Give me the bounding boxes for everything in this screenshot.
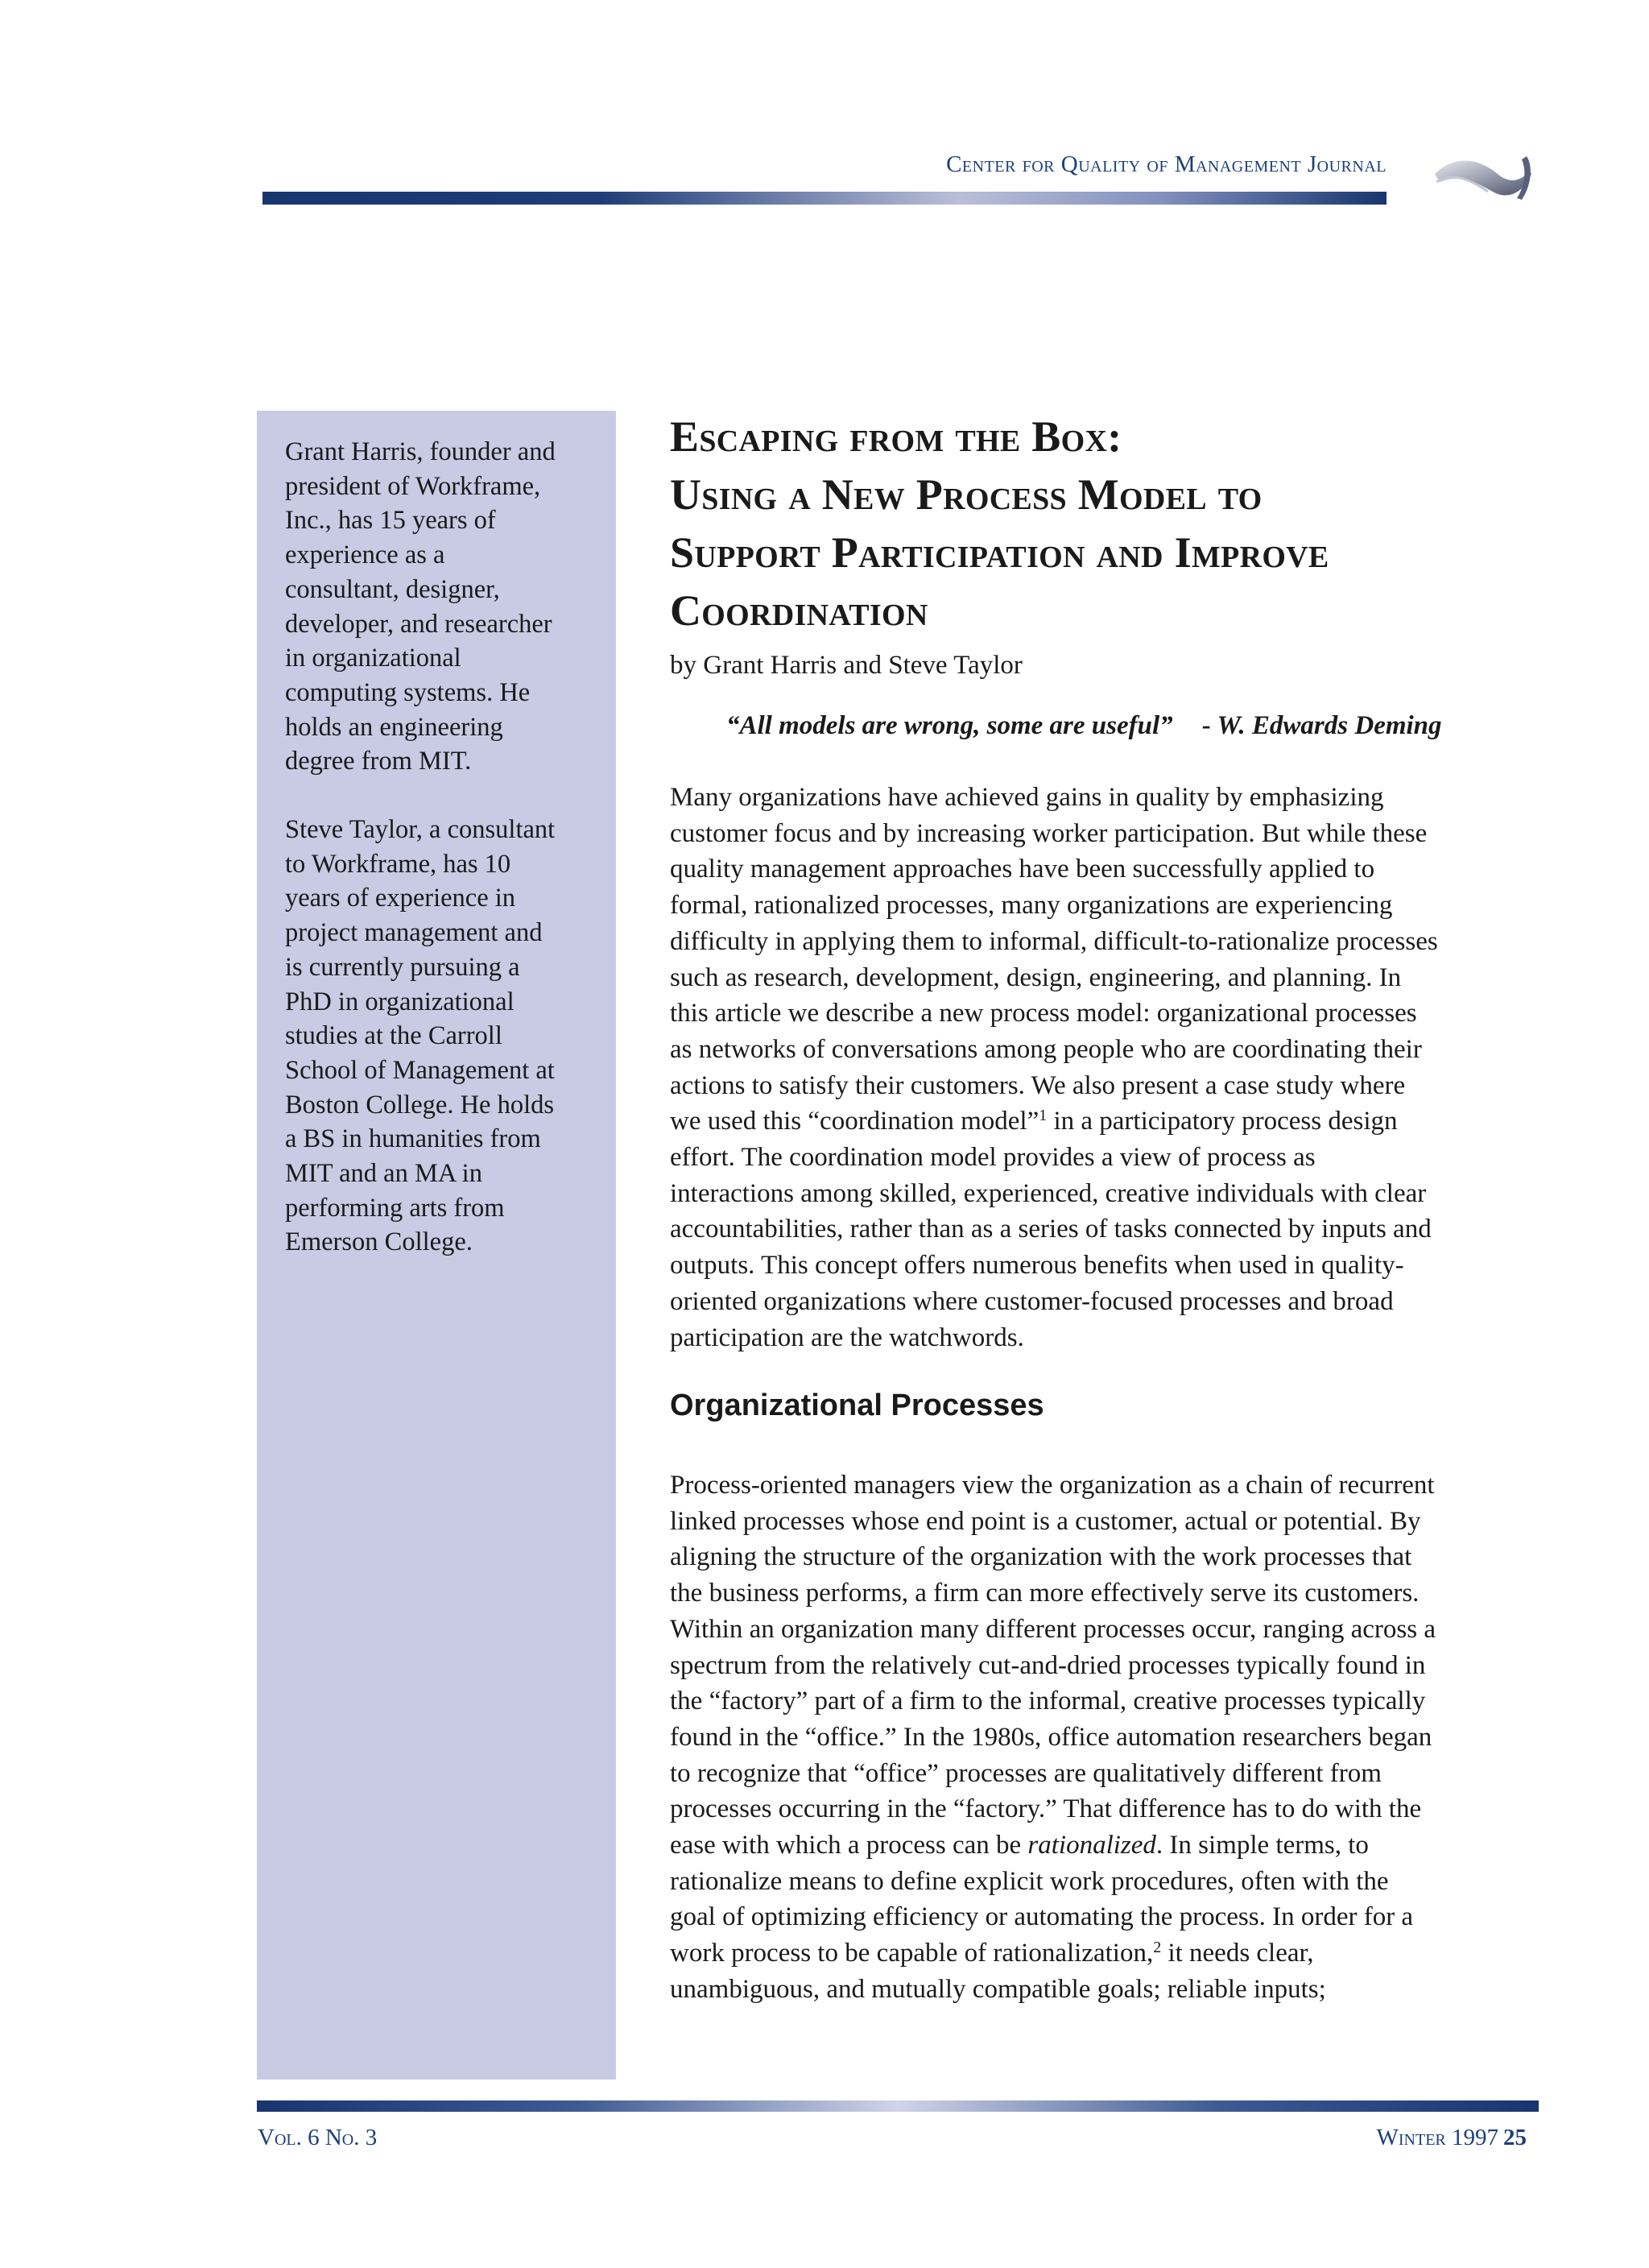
text-line: interactions among skilled, experienced, creative individuals with clear (670, 1178, 1427, 1208)
text-line: formal, rationalized processes, many organizations are experiencing (670, 891, 1393, 921)
text-line: linked processes whose end point is a customer, actual or potential. By (670, 1506, 1421, 1536)
journal-name: Center for Quality of Management Journal (946, 151, 1387, 177)
text-line: actions to satisfy their customers. We also present a case study where (670, 1070, 1406, 1100)
text-line: Coordination (670, 586, 928, 635)
page-number: 25 (1503, 2125, 1527, 2150)
text-line: Emerson College. (285, 1227, 473, 1257)
text-line: developer, and researcher (285, 609, 552, 639)
text-line: such as research, development, design, engineering, and planning. In (670, 962, 1402, 992)
text-line: in organizational (285, 644, 461, 673)
section-heading: Organizational Processes (670, 1389, 1044, 1422)
text-line: Steve Taylor, a consultant (285, 815, 556, 845)
text-line: years of experience in (285, 884, 516, 913)
text-line: outputs. This concept offers numerous benefits when used in quality- (670, 1251, 1404, 1281)
body-text (670, 1467, 1568, 2008)
footer-rule (257, 2100, 1539, 2112)
text-line: quality management approaches have been successfully applied to (670, 855, 1375, 884)
epigraph-attribution: - W. Edwards Deming (1201, 711, 1442, 740)
text-line: consultant, designer, (285, 574, 500, 604)
text-line: degree from MIT. (285, 747, 472, 776)
text-line: rationalize means to define explicit work procedures, often with the (670, 1866, 1389, 1896)
text-line: Using a New Process Model to (670, 470, 1263, 519)
text-line: Many organizations have achieved gains in quality by emphasizing (670, 783, 1384, 812)
text-line: Process-oriented managers view the organization as a chain of recurrent (670, 1471, 1435, 1500)
text-line: found in the “office.” In the 1980s, office automation researchers began (670, 1722, 1432, 1752)
text-line: performing arts from (285, 1193, 505, 1223)
epigraph-quote: “All models are wrong, some are useful” (726, 711, 1173, 740)
text-line: processes occurring in the “factory.” That difference has to do with the (670, 1794, 1422, 1824)
byline: by Grant Harris and Steve Taylor (670, 651, 1023, 680)
text-line: as networks of conversations among people who are coordinating their (670, 1034, 1422, 1064)
text-line: to recognize that “office” processes are qualitatively different from (670, 1758, 1382, 1788)
text-line: the business performs, a firm can more effectively serve its customers. (670, 1579, 1420, 1608)
text-line: MIT and an MA in (285, 1159, 482, 1189)
issue-season: Winter 1997 (1376, 2125, 1498, 2150)
footnote-marker-1[interactable]: 1 (1039, 1107, 1048, 1125)
author-bio-sidebar (257, 411, 616, 2080)
issue-date-page (1377, 2125, 1527, 2151)
text-line: spectrum from the relatively cut-and-dried processes typically found in (670, 1650, 1426, 1680)
text-line: Support Participation and Improve (670, 528, 1329, 577)
article-title (670, 408, 1572, 639)
epigraph (726, 711, 1442, 741)
text-line: this article we describe a new process model: organizational processes (670, 999, 1417, 1028)
body-lines-b (670, 1864, 1568, 1935)
body-note2-line: work process to be capable of rationalization,$^2$ it needs clear, (670, 1939, 1314, 1968)
text-line: unambiguous, and mutually compatible goals; reliable inputs; (670, 1974, 1326, 2004)
text-line: oriented organizations where customer-focused processes and broad (670, 1286, 1394, 1316)
abstract-lines-b (670, 1140, 1568, 1355)
volume-issue: Vol. 6 No. 3 (258, 2125, 378, 2150)
text-line: Grant Harris, founder and (285, 437, 556, 466)
text-line: accountabilities, rather than as a series of tasks connected by inputs and (670, 1215, 1432, 1244)
footnote-marker-2[interactable]: 2 (1153, 1939, 1162, 1957)
text-line: computing systems. He (285, 677, 531, 707)
text-line: School of Management at (285, 1055, 555, 1085)
text-line: studies at the Carroll (285, 1021, 502, 1051)
body-italic-line: ease with which a process can be rationalized. In simple terms, to (670, 1831, 1369, 1860)
text-line: the “factory” part of a firm to the informal, creative processes typically (670, 1687, 1426, 1716)
text-line: difficulty in applying them to informal, difficult-to-rationalize processes (670, 926, 1438, 956)
cqm-swoosh-logo-icon (1432, 150, 1535, 205)
text-line: effort. The coordination model provides a view of process as (670, 1143, 1316, 1173)
text-line: PhD in organizational (285, 987, 515, 1016)
text-line: participation are the watchwords. (670, 1322, 1024, 1352)
body-lines-c (670, 1972, 1568, 2008)
text-line: Escaping from the Box: (670, 412, 1122, 461)
abstract-lines-a (670, 780, 1568, 1103)
abstract (670, 780, 1568, 1355)
emphasis-rationalized: rationalized (1027, 1831, 1156, 1860)
text-line: customer focus and by increasing worker participation. But while these (670, 818, 1428, 848)
text-line: a BS in humanities from (285, 1124, 541, 1154)
header-rule (262, 192, 1387, 205)
text-line: holds an engineering (285, 712, 503, 742)
text-line: aligning the structure of the organization with the work processes that (670, 1542, 1412, 1572)
text-line: president of Workframe, (285, 471, 541, 501)
abstract-note-line: we used this “coordination model”$^1$ in a participatory process design (670, 1107, 1398, 1136)
text-line: project management and (285, 918, 543, 948)
text-line: to Workframe, has 10 (285, 849, 511, 879)
text-line: experience as a (285, 540, 445, 570)
bio-steve-taylor (285, 813, 587, 1260)
text-line: Inc., has 15 years of (285, 506, 496, 536)
text-line: is currently pursuing a (285, 952, 520, 982)
text-line: goal of optimizing efficiency or automating the process. In order for a (670, 1902, 1414, 1932)
text-line: Boston College. He holds (285, 1090, 555, 1120)
text-line: Within an organization many different processes occur, ranging across a (670, 1614, 1436, 1644)
bio-grant-harris (285, 435, 587, 779)
body-lines-a (670, 1467, 1568, 1827)
